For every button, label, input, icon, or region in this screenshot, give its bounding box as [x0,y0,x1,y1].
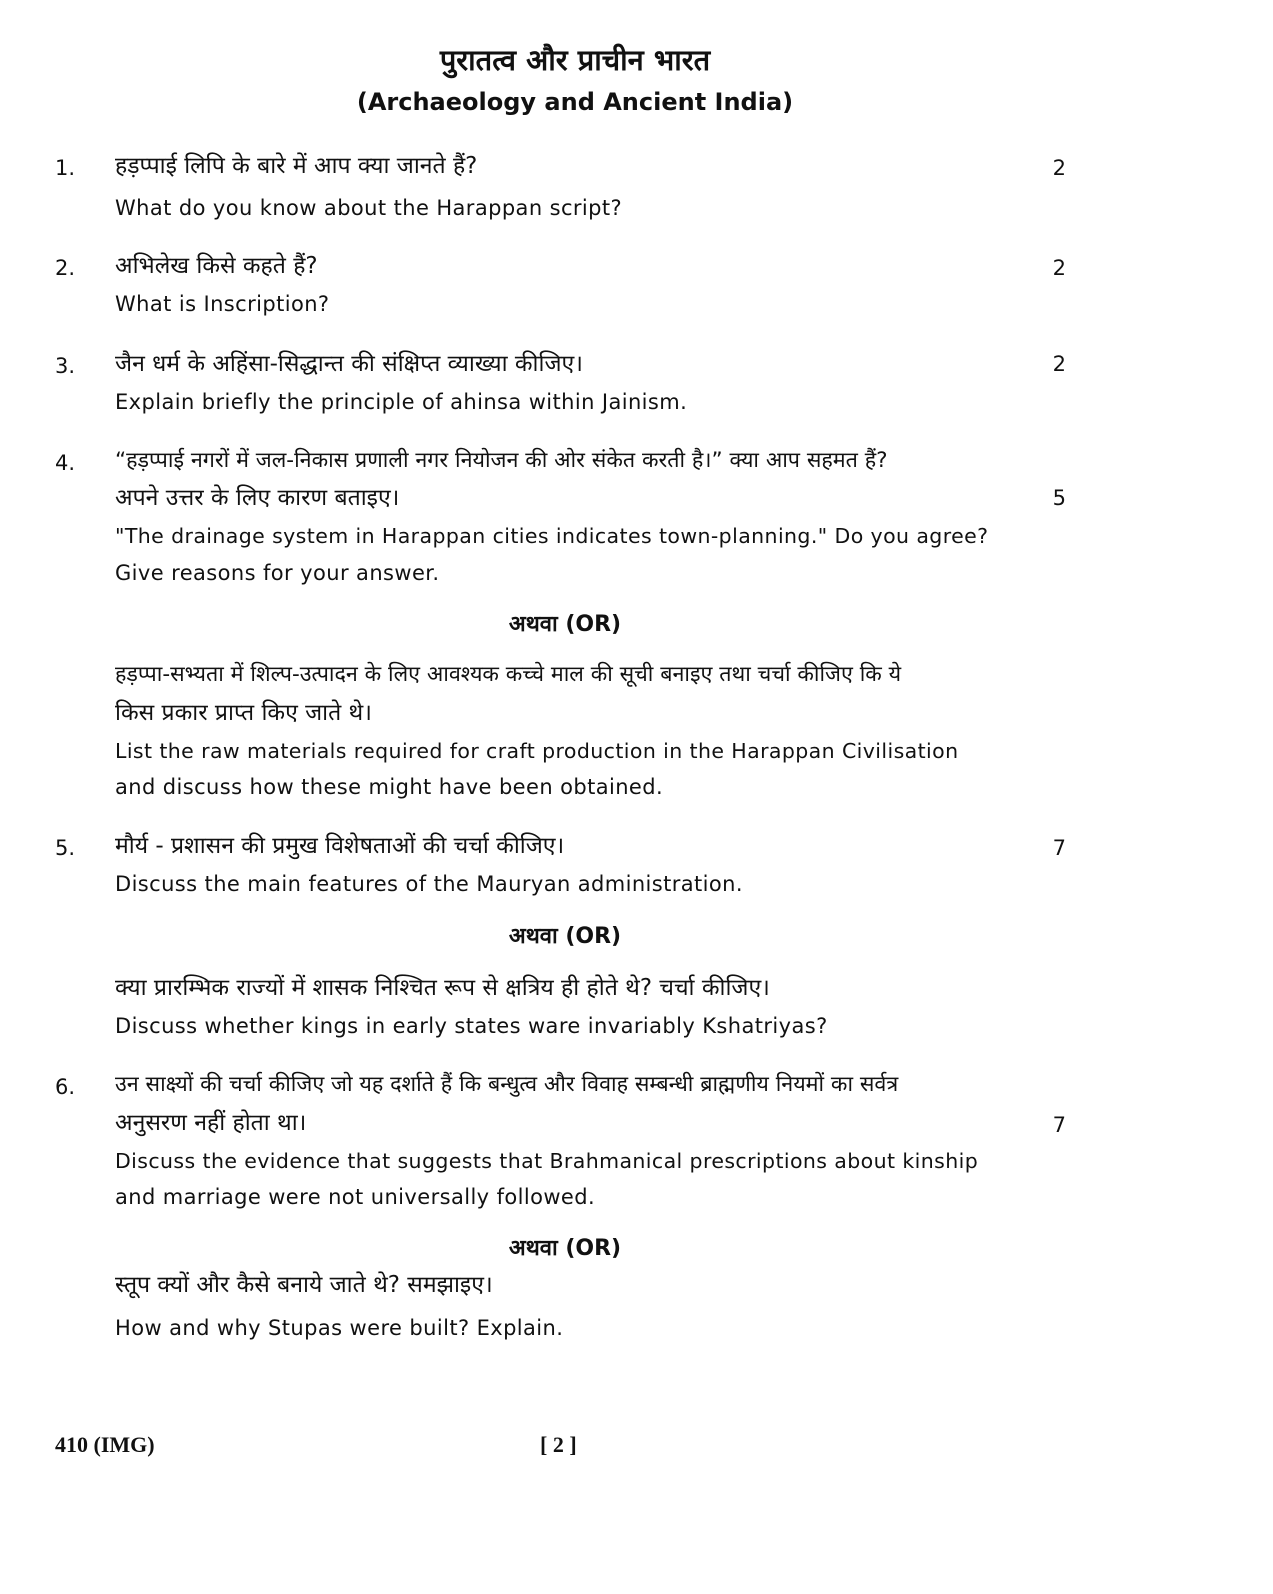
question-number: 1. [55,156,76,180]
alternative-text-english: How and why Stupas were built? Explain. [115,1316,564,1340]
or-separator: अथवा (OR) [508,612,622,637]
question-text-hindi: जैन धर्म के अहिंसा-सिद्धान्त की संक्षिप्त व्याख्या कीजिए। [115,351,583,377]
question-number: 4. [55,451,76,475]
question-text-english: Give reasons for your answer. [115,561,440,585]
question-text-hindi: मौर्य - प्रशासन की प्रमुख विशेषताओं की चर्चा कीजिए। [115,833,565,859]
or-separator: अथवा (OR) [508,924,622,949]
question-number: 6. [55,1075,76,1099]
question-text-hindi: अभिलेख किसे कहते हैं? [115,253,318,279]
alternative-text-hindi: स्तूप क्यों और कैसे बनाये जाते थे? समझाइए। [115,1272,493,1298]
question-marks: 2 [1052,256,1066,280]
page-number: [ 2 ] [540,1432,577,1457]
question-marks: 5 [1052,486,1066,510]
section-title-hindi: पुरातत्व और प्राचीन भारत [439,43,711,77]
question-text-english: Discuss the main features of the Mauryan administration. [115,872,743,896]
alternative-text-english: Discuss whether kings in early states ware invariably Kshatriyas? [115,1014,828,1038]
question-marks: 7 [1052,836,1066,860]
question-text-hindi: अनुसरण नहीं होता था। [115,1110,307,1136]
question-number: 2. [55,256,76,280]
question-number: 3. [55,354,76,378]
question-text-english: What do you know about the Harappan script? [115,196,623,220]
question-marks: 2 [1052,156,1066,180]
alternative-text-english: and discuss how these might have been obtained. [115,775,664,799]
question-text-english: Explain briefly the principle of ahinsa within Jainism. [115,390,688,414]
question-text-hindi: उन साक्ष्यों की चर्चा कीजिए जो यह दर्शाते हैं कि बन्धुत्व और विवाह सम्बन्धी ब्राह्मणीय नियमों का सर्वत्र [115,1072,899,1097]
alternative-text-hindi: क्या प्रारम्भिक राज्यों में शासक निश्चित रूप से क्षत्रिय ही होते थे? चर्चा कीजिए। [115,975,770,1001]
alternative-text-hindi: किस प्रकार प्राप्त किए जाते थे। [115,700,372,726]
question-marks: 2 [1052,352,1066,376]
question-text-hindi: हड़प्पाई लिपि के बारे में आप क्या जानते हैं? [115,153,478,179]
question-text-english: Discuss the evidence that suggests that Brahmanical prescriptions about kinship [115,1149,979,1173]
or-separator: अथवा (OR) [508,1236,622,1261]
question-number: 5. [55,836,76,860]
section-title-english: (Archaeology and Ancient India) [356,88,794,116]
alternative-text-hindi: हड़प्पा-सभ्यता में शिल्प-उत्पादन के लिए आवश्यक कच्चे माल की सूची बनाइए तथा चर्चा कीजिए कि ये [115,662,902,687]
question-text-english: "The drainage system in Harappan cities indicates town-planning." Do you agree? [115,524,989,548]
question-text-hindi: “हड़प्पाई नगरों में जल-निकास प्रणाली नगर नियोजन की ओर संकेत करती है।” क्या आप सहमत हैं? [115,448,888,473]
question-text-hindi: अपने उत्तर के लिए कारण बताइए। [115,485,400,511]
paper-code: 410 (IMG) [55,1432,155,1457]
question-text-english: and marriage were not universally followed. [115,1185,596,1209]
alternative-text-english: List the raw materials required for craft production in the Harappan Civilisation [115,739,959,763]
question-marks: 7 [1052,1113,1066,1137]
question-text-english: What is Inscription? [115,292,330,316]
